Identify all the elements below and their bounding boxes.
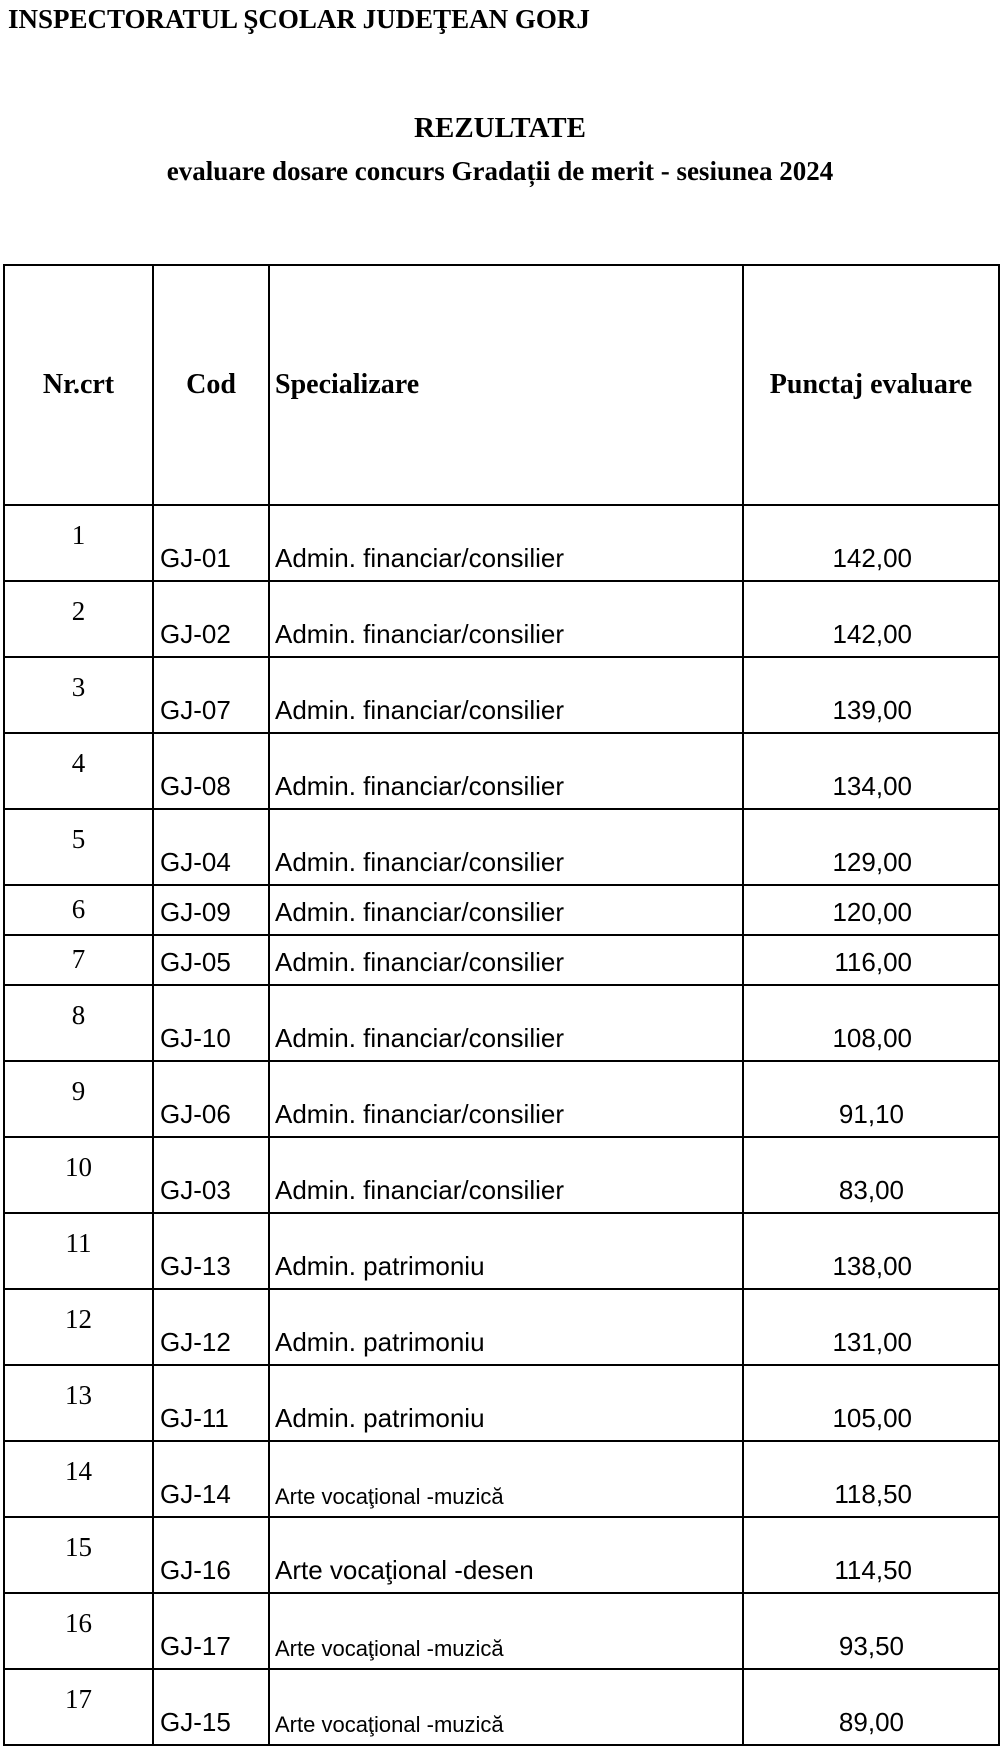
cell-punctaj: 138,00 bbox=[743, 1213, 999, 1289]
cell-nr: 12 bbox=[4, 1289, 153, 1365]
cell-punctaj: 108,00 bbox=[743, 985, 999, 1061]
cell-specializare: Arte vocaţional -muzică bbox=[269, 1441, 743, 1517]
cell-nr: 3 bbox=[4, 657, 153, 733]
cell-specializare: Admin. financiar/consilier bbox=[269, 985, 743, 1061]
cell-cod: GJ-15 bbox=[153, 1669, 269, 1745]
cell-punctaj: 139,00 bbox=[743, 657, 999, 733]
cell-cod: GJ-14 bbox=[153, 1441, 269, 1517]
cell-specializare: Admin. financiar/consilier bbox=[269, 1137, 743, 1213]
cell-cod: GJ-16 bbox=[153, 1517, 269, 1593]
table-row bbox=[4, 1593, 999, 1669]
cell-specializare: Admin. financiar/consilier bbox=[269, 733, 743, 809]
cell-cod: GJ-12 bbox=[153, 1289, 269, 1365]
cell-nr: 1 bbox=[4, 505, 153, 581]
table-row bbox=[4, 809, 999, 885]
cell-punctaj: 93,50 bbox=[743, 1593, 999, 1669]
cell-nr: 15 bbox=[4, 1517, 153, 1593]
cell-cod: GJ-11 bbox=[153, 1365, 269, 1441]
cell-nr: 7 bbox=[4, 935, 153, 985]
cell-specializare: Admin. financiar/consilier bbox=[269, 657, 743, 733]
cell-cod: GJ-08 bbox=[153, 733, 269, 809]
table-row bbox=[4, 1517, 999, 1593]
table-row bbox=[4, 1365, 999, 1441]
table-row bbox=[4, 935, 999, 985]
table-row bbox=[4, 505, 999, 581]
cell-cod: GJ-04 bbox=[153, 809, 269, 885]
cell-punctaj: 118,50 bbox=[743, 1441, 999, 1517]
table-row bbox=[4, 885, 999, 935]
cell-punctaj: 129,00 bbox=[743, 809, 999, 885]
cell-nr: 9 bbox=[4, 1061, 153, 1137]
cell-cod: GJ-05 bbox=[153, 935, 269, 985]
cell-punctaj: 142,00 bbox=[743, 581, 999, 657]
table-row bbox=[4, 1213, 999, 1289]
cell-punctaj: 116,00 bbox=[743, 935, 999, 985]
results-table bbox=[3, 264, 1000, 1746]
cell-nr: 6 bbox=[4, 885, 153, 935]
document-title: REZULTATE bbox=[414, 112, 586, 144]
cell-specializare: Admin. financiar/consilier bbox=[269, 809, 743, 885]
cell-nr: 16 bbox=[4, 1593, 153, 1669]
cell-punctaj: 83,00 bbox=[743, 1137, 999, 1213]
table-row bbox=[4, 1061, 999, 1137]
cell-specializare: Admin. financiar/consilier bbox=[269, 885, 743, 935]
table-row bbox=[4, 1669, 999, 1745]
cell-nr: 11 bbox=[4, 1213, 153, 1289]
cell-punctaj: 105,00 bbox=[743, 1365, 999, 1441]
cell-nr: 14 bbox=[4, 1441, 153, 1517]
table-row bbox=[4, 581, 999, 657]
table-row bbox=[4, 1137, 999, 1213]
institution-name: INSPECTORATUL ŞCOLAR JUDEŢEAN GORJ bbox=[8, 4, 590, 34]
cell-cod: GJ-10 bbox=[153, 985, 269, 1061]
cell-punctaj: 134,00 bbox=[743, 733, 999, 809]
column-header-punctaj: Punctaj evaluare bbox=[743, 265, 999, 505]
cell-nr: 5 bbox=[4, 809, 153, 885]
column-header-nr: Nr.crt bbox=[4, 265, 153, 505]
table-row bbox=[4, 733, 999, 809]
cell-punctaj: 114,50 bbox=[743, 1517, 999, 1593]
cell-cod: GJ-02 bbox=[153, 581, 269, 657]
cell-nr: 10 bbox=[4, 1137, 153, 1213]
cell-specializare: Arte vocaţional -desen bbox=[269, 1517, 743, 1593]
cell-cod: GJ-17 bbox=[153, 1593, 269, 1669]
cell-punctaj: 120,00 bbox=[743, 885, 999, 935]
cell-punctaj: 142,00 bbox=[743, 505, 999, 581]
cell-cod: GJ-09 bbox=[153, 885, 269, 935]
cell-nr: 4 bbox=[4, 733, 153, 809]
cell-punctaj: 91,10 bbox=[743, 1061, 999, 1137]
cell-nr: 2 bbox=[4, 581, 153, 657]
cell-specializare: Arte vocaţional -muzică bbox=[269, 1593, 743, 1669]
cell-specializare: Admin. patrimoniu bbox=[269, 1213, 743, 1289]
cell-specializare: Admin. financiar/consilier bbox=[269, 581, 743, 657]
cell-cod: GJ-03 bbox=[153, 1137, 269, 1213]
cell-punctaj: 89,00 bbox=[743, 1669, 999, 1745]
cell-specializare: Admin. financiar/consilier bbox=[269, 935, 743, 985]
cell-cod: GJ-06 bbox=[153, 1061, 269, 1137]
cell-punctaj: 131,00 bbox=[743, 1289, 999, 1365]
cell-nr: 8 bbox=[4, 985, 153, 1061]
cell-cod: GJ-01 bbox=[153, 505, 269, 581]
cell-specializare: Arte vocaţional -muzică bbox=[269, 1669, 743, 1745]
column-header-specializare: Specializare bbox=[269, 265, 743, 505]
cell-nr: 13 bbox=[4, 1365, 153, 1441]
table-row bbox=[4, 985, 999, 1061]
cell-specializare: Admin. financiar/consilier bbox=[269, 1061, 743, 1137]
cell-specializare: Admin. patrimoniu bbox=[269, 1289, 743, 1365]
document-subtitle: evaluare dosare concurs Gradații de merit - sesiunea 2024 bbox=[166, 156, 834, 186]
column-header-cod: Cod bbox=[153, 265, 269, 505]
cell-cod: GJ-13 bbox=[153, 1213, 269, 1289]
cell-specializare: Admin. patrimoniu bbox=[269, 1365, 743, 1441]
table-header-row bbox=[4, 265, 999, 505]
cell-nr: 17 bbox=[4, 1669, 153, 1745]
cell-cod: GJ-07 bbox=[153, 657, 269, 733]
table-row bbox=[4, 1441, 999, 1517]
table-row bbox=[4, 657, 999, 733]
cell-specializare: Admin. financiar/consilier bbox=[269, 505, 743, 581]
table-row bbox=[4, 1289, 999, 1365]
